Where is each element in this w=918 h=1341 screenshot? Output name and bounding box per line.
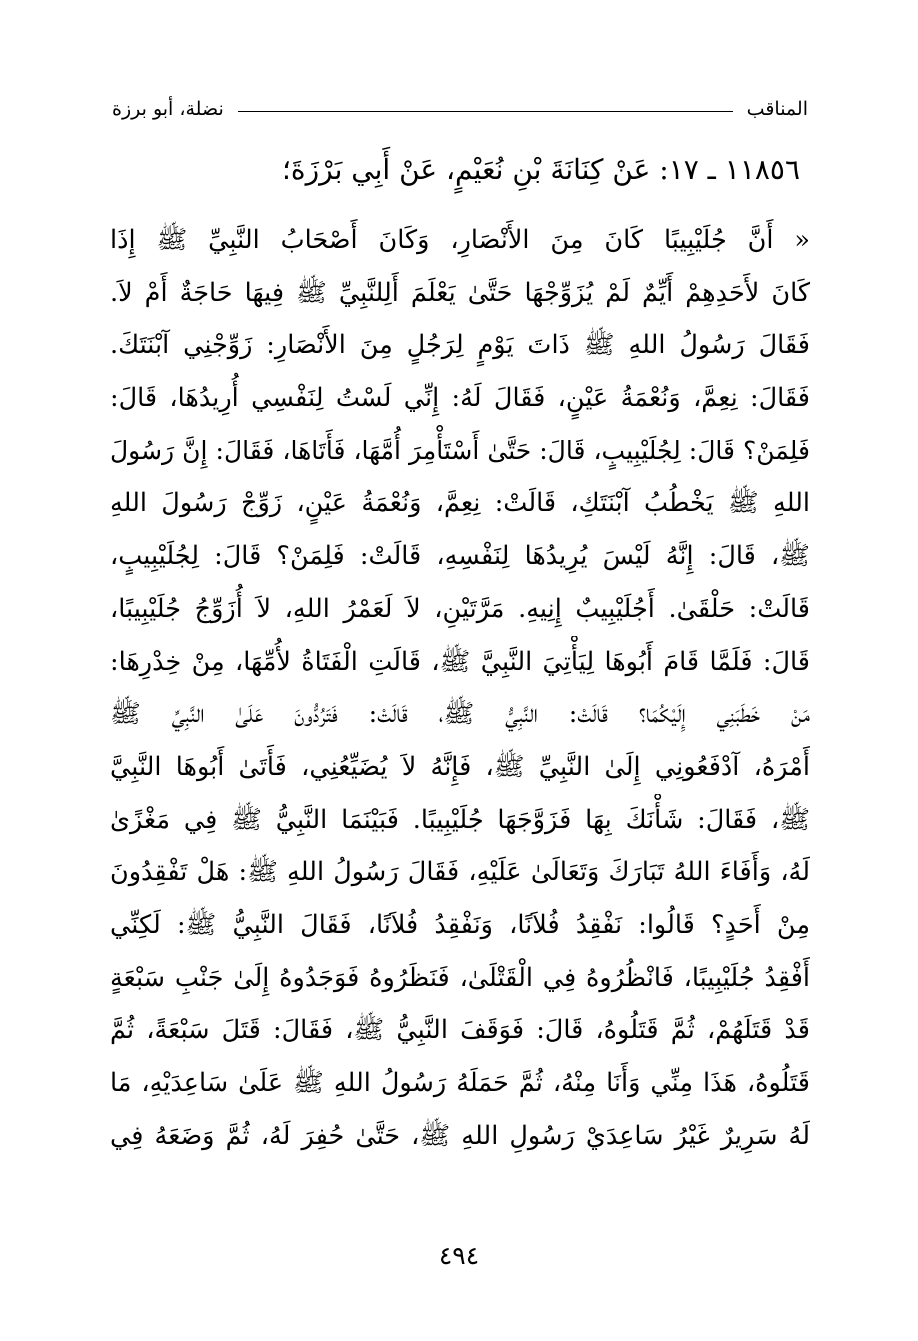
page-number: ٤٩٤ [438, 1241, 480, 1270]
hadith-line: قَالَ: فَلَمَّا قَامَ أَبُوهَا لِيَأْتِيَ النَّبِيَّ ﷺ، قَالَتِ الْفَتَاةُ لأُمِّهَا، مِنْ خِدْرِهَا: [110, 646, 810, 677]
hadith-line: كَانَ لأَحَدِهِمْ أَيِّمٌ لَمْ يُزَوِّجْهَا حَتَّىٰ يَعْلَمَ أَلِلنَّبِيِّ ﷺ فِيهَا حَاجَةٌ أَمْ لاَ. [110, 277, 810, 308]
hadith-line: ﷺ، قَالَ: إِنَّهُ لَيْسَ يُرِيدُهَا لِنَفْسِهِ، قَالَتْ: فَلِمَنْ؟ قَالَ: لِجُلَيْبِيبٍ، [110, 541, 810, 572]
hadith-line: مَنْ خَطَبَنِي إِلَيْكُمَا؟ قَالَتْ: النَّبِيُّ ﷺ، قَالَتْ: فَتَرُدُّونَ عَلَىٰ النَّبِيِّ ﷺ [110, 699, 810, 730]
hadith-line: اللهِ ﷺ يَخْطُبُ آبْنَتَكِ، قَالَتْ: نِعِمَّ، وَنُعْمَةُ عَيْنٍ، زَوِّجْ رَسُولَ اللهِ [110, 488, 810, 519]
hadith-line: لَهُ، وَأَفَاءَ اللهُ تَبَارَكَ وَتَعَالَىٰ عَلَيْهِ، فَقَالَ رَسُولُ اللهِ ﷺ: هَلْ تَفْقِدُونَ [110, 857, 810, 888]
hadith-line: « أَنَّ جُلَيْبِيبًا كَانَ مِنَ الأَنْصَارِ، وَكَانَ أَصْحَابُ النَّبِيِّ ﷺ إِذَا [110, 225, 810, 255]
hadith-line: لَهُ سَرِيرٌ غَيْرُ سَاعِدَيْ رَسُولِ اللهِ ﷺ، حَتَّىٰ حُفِرَ لَهُ، ثُمَّ وَضَعَهُ فِي [110, 1120, 810, 1151]
hadith-line: أَمْرَهُ، آدْفَعُونِي إِلَىٰ النَّبِيِّ ﷺ، فَإِنَّهُ لاَ يُضَيِّعُنِي، فَأَتَىٰ أَبُوهَا النَّبِيَّ [110, 751, 810, 782]
hadith-body [110, 214, 810, 1162]
hadith-title: ١١٨٥٦ ـ ١٧: عَنْ كِنَانَةَ بْنِ نُعَيْمٍ، عَنْ أَبِي بَرْزَةَ؛ [282, 153, 800, 186]
hadith-line: فَقَالَ: نِعِمَّ، وَنُعْمَةُ عَيْنٍ، فَقَالَ لَهُ: إِنِّي لَسْتُ لِنَفْسِي أُرِيدُهَا، قَالَ: [110, 383, 810, 414]
hadith-line: ﷺ، فَقَالَ: شَأْنَكَ بِهَا فَزَوَّجَهَا جُلَيْبِيبًا. فَبَيْنَمَا النَّبِيُّ ﷺ فِي مَغْزًىٰ [110, 804, 810, 835]
hadith-line: قَالَتْ: حَلْقَىٰ. أَجُلَيْبِيبٌ إِنِيهِ. مَرَّتَيْنِ، لاَ لَعَمْرُ اللهِ، لاَ أُزَوِّجُ جُلَيْبِيبًا، [110, 593, 810, 624]
hadith-line: مِنْ أَحَدٍ؟ قَالُوا: نَفْقِدُ فُلاَنًا، وَنَفْقِدُ فُلاَنًا، فَقَالَ النَّبِيُّ ﷺ: لَكِنِّي [110, 909, 810, 940]
hadith-line: قَدْ قَتَلَهُمْ، ثُمَّ قَتَلُوهُ، قَالَ: فَوَقَفَ النَّبِيُّ ﷺ، فَقَالَ: قَتَلَ سَبْعَةً، ثُمَّ [110, 1015, 810, 1046]
running-header [112, 92, 808, 126]
hadith-line: أَفْقِدُ جُلَيْبِيبًا، فَانْظُرُوهُ فِي الْقَتْلَىٰ، فَنَظَرُوهُ فَوَجَدُوهُ إِلَىٰ جَنْبِ سَبْعَةٍ [110, 962, 810, 993]
header-section-title: المناقب [746, 97, 808, 120]
hadith-line: فَلِمَنْ؟ قَالَ: لِجُلَيْبِيبٍ، قَالَ: حَتَّىٰ أَسْتَأْمِرَ أُمَّهَا، فَأَتَاهَا، فَقَالَ: إِنَّ رَسُولَ [110, 435, 810, 465]
hadith-line: قَتَلُوهُ، هَذَا مِنِّي وَأَنَا مِنْهُ، ثُمَّ حَمَلَهُ رَسُولُ اللهِ ﷺ عَلَىٰ سَاعِدَيْهِ، مَا [110, 1068, 810, 1098]
header-narrator-name: نضلة، أبو برزة [112, 97, 224, 120]
header-rule-divider [238, 111, 733, 112]
hadith-line: فَقَالَ رَسُولُ اللهِ ﷺ ذَاتَ يَوْمٍ لِرَجُلٍ مِنَ الأَنْصَارِ: زَوِّجْنِي آبْنَتَكَ. [110, 330, 810, 361]
